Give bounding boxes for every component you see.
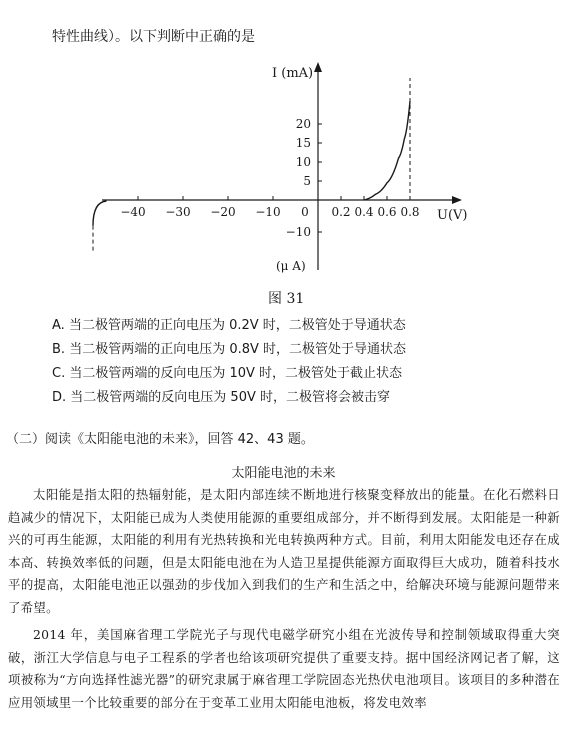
y-axis-label: I (mA) <box>272 66 314 81</box>
option-b-text: 当二极管两端的正向电压为 0.8V 时，二极管处于导通状态 <box>69 342 407 357</box>
y-negative-unit-label: (μ A) <box>276 259 306 273</box>
y-axis-arrow <box>314 62 322 72</box>
option-c-letter: C. <box>52 366 66 381</box>
option-a-letter: A. <box>52 318 65 333</box>
option-b[interactable] <box>52 338 406 357</box>
option-a-text: 当二极管两端的正向电压为 0.2V 时，二极管处于导通状态 <box>68 318 406 333</box>
y-tick-label-pos-1: 10 <box>295 155 311 169</box>
intro-text: 特性曲线）。以下判断中正确的是 <box>52 29 255 45</box>
option-d[interactable] <box>52 386 390 405</box>
article-title: 太阳能电池的未来 <box>231 466 336 481</box>
y-tick-label-pos-0: 5 <box>303 174 311 188</box>
option-b-letter: B. <box>52 342 66 357</box>
section-heading: （二）阅读《太阳能电池的未来》，回答 42、43 题。 <box>6 432 314 447</box>
option-d-text: 当二极管两端的反向电压为 50V 时，二极管将会被击穿 <box>70 390 390 405</box>
option-c-text: 当二极管两端的反向电压为 10V 时，二极管处于截止状态 <box>69 366 403 381</box>
x-tick-label-neg-0: −40 <box>120 205 146 219</box>
x-axis-arrow <box>452 196 462 204</box>
iv-characteristic-chart <box>0 56 567 282</box>
forward-curve <box>364 101 410 200</box>
y-tick-label-neg-0: −10 <box>285 225 311 239</box>
y-tick-label-pos-3: 20 <box>295 117 311 131</box>
x-tick-label-pos-1: 0.4 <box>354 205 374 219</box>
x-tick-label-neg-3: −10 <box>255 205 281 219</box>
option-a[interactable] <box>52 314 406 333</box>
x-tick-label-neg-2: −20 <box>210 205 236 219</box>
x-axis-label: U(V) <box>437 208 468 223</box>
article-paragraph-2: 2014 年，美国麻省理工学院光子与现代电磁学研究小组在光波传导和控制领域取得重大突破，浙江大学信息与电子工程系的学者也给该项研究提供了重要支持。据中国经济网记者了解，这项被称为“方向选择性滤光器”的研究隶属于麻省理工学院固态光热伏电池项目。该项目的多种潜在应用领域里一个比较重要的部分在于变革工业用太阳能电池板，将发电效率 <box>8 627 560 710</box>
reverse-curve <box>93 201 107 226</box>
x-tick-label-pos-0: 0.2 <box>331 205 351 219</box>
y-tick-label-pos-2: 15 <box>295 136 311 150</box>
chart-plot-area <box>93 62 468 273</box>
x-tick-label-pos-2: 0.6 <box>377 205 397 219</box>
option-c[interactable] <box>52 362 402 381</box>
x-tick-label-neg-1: −30 <box>165 205 191 219</box>
option-d-letter: D. <box>52 390 67 405</box>
figure-caption: 图 31 <box>268 291 305 307</box>
x-tick-label-pos-3: 0.8 <box>400 205 420 219</box>
article-paragraph-1: 太阳能是指太阳的热辐射能，是太阳内部连续不断地进行核聚变释放出的能量。在化石燃料日趋减少的情况下，太阳能已成为人类使用能源的重要组成部分，并不断得到发展。太阳能是一种新兴的可再生能源，太阳能的利用有光热转换和光电转换两种方式。目前，利用太阳能发电还存在成本高、转换效率低的问题，但是太阳能电池在为人造卫星提供能源方面取得巨大成功，随着科技水平的提高，太阳能电池正以强劲的步伐加入到我们的生产和生活之中，给解决环境与能源问题带来了希望。 <box>8 487 560 615</box>
origin-label: 0 <box>301 205 309 219</box>
